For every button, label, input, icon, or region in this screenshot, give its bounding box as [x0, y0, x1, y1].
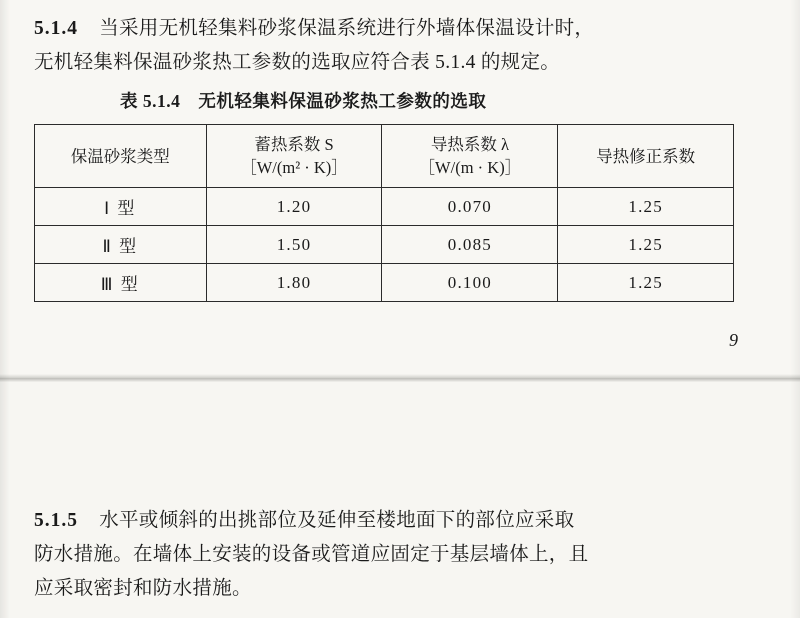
clause-5-1-5-paragraph: [34, 504, 734, 606]
cell-heat-storage-2: 1.50: [206, 226, 382, 264]
clause-5-1-5-line-3: 应采取密封和防水措施。: [34, 578, 252, 599]
cell-heat-storage-3: 1.80: [206, 264, 382, 302]
cell-correction-1: 1.25: [558, 188, 734, 226]
cell-type-3: Ⅲ 型: [35, 264, 207, 302]
table-caption-label: 表 5.1.4: [120, 91, 181, 111]
cell-conductivity-2: 0.085: [382, 226, 558, 264]
column-header-mortar-type-line1: 保温砂浆类型: [70, 146, 170, 166]
table-row: [35, 264, 734, 302]
page-bottom-section: [0, 382, 800, 618]
table-header: [35, 125, 734, 188]
clause-number: 5.1.5: [34, 510, 78, 531]
clause-number: 5.1.4: [34, 18, 78, 39]
table-caption-text: 无机轻集料保温砂浆热工参数的选取: [198, 91, 487, 111]
column-header-correction-factor-line1: 导热修正系数: [596, 146, 696, 166]
cell-correction-3: 1.25: [558, 264, 734, 302]
clause-5-1-5-text-1: 水平或倾斜的出挑部位及延伸至楼地面下的部位应采取: [99, 510, 575, 531]
clause-5-1-4-line-1: [34, 12, 734, 46]
table-header-row: [35, 125, 734, 188]
cell-heat-storage-1: 1.20: [206, 188, 382, 226]
clause-5-1-5-line-1: [34, 504, 734, 538]
column-header-correction-factor: [558, 125, 734, 188]
page-number: 9: [729, 330, 738, 350]
column-header-heat-storage: [206, 125, 382, 188]
column-header-conductivity-line1: 导热系数 λ: [430, 135, 509, 154]
table-caption: [120, 88, 486, 113]
column-header-mortar-type: [35, 125, 207, 188]
cell-type-1: Ⅰ 型: [35, 188, 207, 226]
column-header-heat-storage-line1: 蓄热系数 S: [254, 135, 334, 154]
column-header-conductivity: [382, 125, 558, 188]
clause-5-1-4-line-2: 无机轻集料保温砂浆热工参数的选取应符合表 5.1.4 的规定。: [34, 52, 561, 73]
cell-conductivity-3: 0.100: [382, 264, 558, 302]
column-header-conductivity-line2: ［W/(m · K)］: [418, 158, 522, 177]
cell-correction-2: 1.25: [558, 226, 734, 264]
table-body: [35, 188, 734, 302]
table-row: [35, 226, 734, 264]
cell-conductivity-1: 0.070: [382, 188, 558, 226]
clause-5-1-5-line-2: 防水措施。在墙体上安装的设备或管道应固定于基层墙体上，且: [34, 544, 589, 565]
clause-5-1-4-text-1: 当采用无机轻集料砂浆保温系统进行外墙体保温设计时，: [99, 18, 595, 39]
cell-type-2: Ⅱ 型: [35, 226, 207, 264]
clause-5-1-4-paragraph: [34, 12, 734, 80]
table-row: [35, 188, 734, 226]
column-header-heat-storage-line2: ［W/(m² · K)］: [240, 158, 348, 177]
thermal-parameters-table: [34, 124, 734, 302]
page-separator: [0, 374, 800, 382]
